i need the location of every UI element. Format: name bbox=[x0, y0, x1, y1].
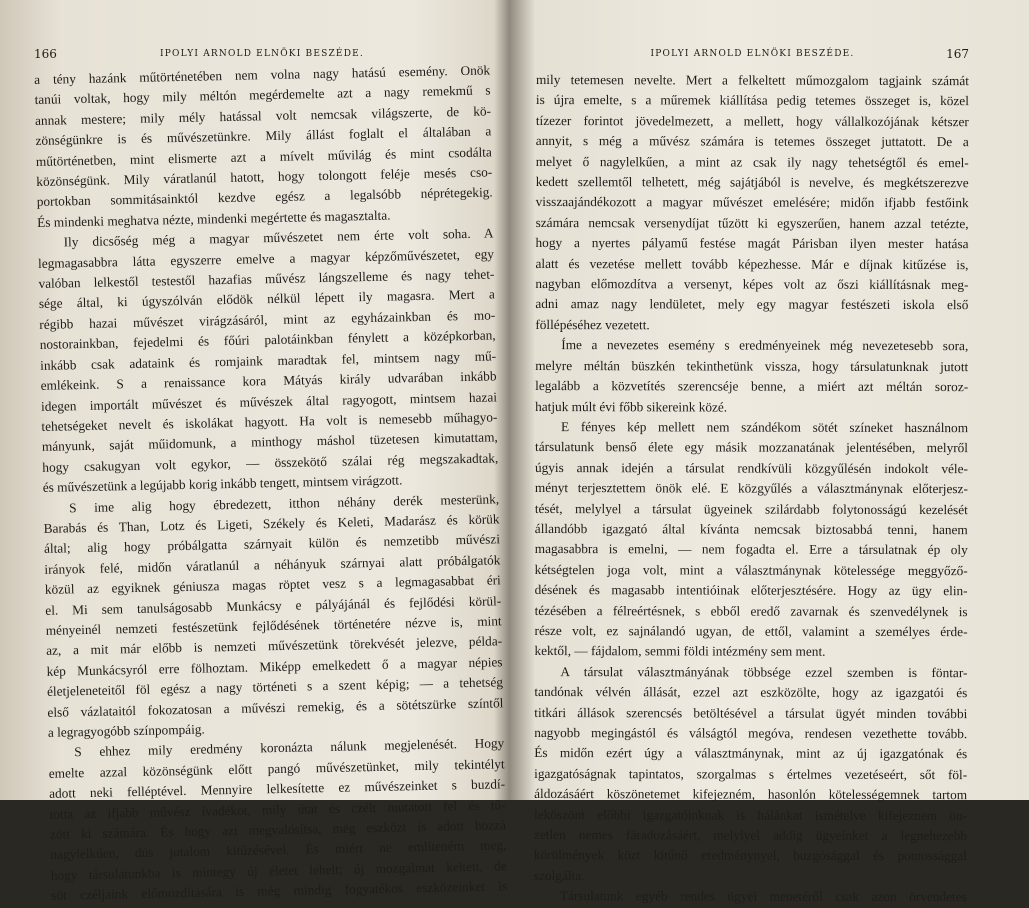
text-line: söt czéljaink előmozdítására is még mindig fogyatékos eszközeinket is bbox=[51, 878, 508, 904]
text-line: nagyobb megingástól és válságtól megóva, rendesen vezethette tovább. bbox=[534, 724, 968, 742]
text-line: És mindenki meghatva nézte, mindenki megértette és magasztalta. bbox=[37, 207, 391, 230]
text-line: nagyban előmozdítva a versenyt, képes volt az őszi kiállításnak meg- bbox=[535, 276, 969, 293]
text-line: életjeleneteitől föl egész a nagy történeti s a szent képig; — a tehetség bbox=[46, 674, 504, 700]
text-line: hogy a nyertes pályamű festése magát Párisban ilyen mester hatása bbox=[535, 235, 969, 252]
text-line: titkári állások szerencsés betöltésével a társulat ügyét minden további bbox=[534, 704, 968, 721]
text-line: számára nemcsak versenydíjat tűzött ki egyszerűen, hanem azzal tetézte, bbox=[535, 214, 969, 231]
text-line: tézésében a félreértésnek, s ebből eredő zavarnak és szenvedélynek is bbox=[534, 602, 968, 619]
text-line: S ime alig hogy ébredezett, itthon néhány derék mesterünk, bbox=[69, 490, 500, 515]
text-line: mily tetemesen nevelte. Mert a felkeltett műmozgalom tagjaink számát bbox=[535, 71, 969, 89]
text-line: adott neki felléptével. Mennyire lelkesítette ez művészeinket s buzdí- bbox=[48, 776, 506, 802]
text-line: melyre méltán büszkén tekinthetünk vissza, hogy társulatunknak jutott bbox=[535, 357, 969, 374]
text-line: Társulatunk egyéb rendes ügyei menetéről csak azon örvendetes bbox=[559, 888, 967, 905]
text-line: alatt és vezetése mellett tovább képezhesse. Már e díjnak kitűzése is, bbox=[535, 255, 969, 272]
text-line: is újra emelte, s a műremek kiállítása pedig tetemes összeget is, közel bbox=[535, 92, 969, 109]
text-line: zetlen nemes fáradozásáért, melylyel addig ügyeinket a legnehezebb bbox=[533, 827, 968, 844]
right-running-head bbox=[536, 44, 969, 64]
text-line: désének és magasabb intentióinak előterjesztésére. Hogy az ügy elin- bbox=[534, 582, 968, 599]
text-line: zönségünkre is és művészetünkre. Mily állást foglalt el általában a bbox=[35, 123, 492, 149]
text-line: közönségünk. Mily váratlanúl hatott, hogy tolongott feléje mesés cso- bbox=[36, 164, 493, 190]
text-line: sége által, ki úgyszólván elődök nélkül lépett ily magasra. Mert a bbox=[38, 286, 495, 312]
text-line: tandónak vélvén állását, ezzel azt eszközölte, hogy az igazgatói és bbox=[534, 684, 968, 701]
text-line: tanúi voltak, hogy mily méltón megérdemelte azt a nagy remekmű s bbox=[34, 82, 491, 108]
text-line: mányunk, saját műidomunk, a minthogy máshol tüzetesen kimutattam, bbox=[41, 429, 498, 455]
right-page bbox=[520, 0, 1029, 905]
text-line: társulatunk benső élete egy másik mozzanatának jelentésében, melyről bbox=[534, 439, 969, 456]
text-line: melyet ő nagylelkűen, a mint az csak ily nagy tehetségtől és emel- bbox=[535, 153, 969, 170]
text-line: közül az egyiknek géniusza magas röptet vesz s a legmagasabbat éri bbox=[44, 572, 501, 598]
text-line: a legragyogóbb színpompáig. bbox=[47, 721, 205, 740]
text-line: Barabás és Than, Lotz és Ligeti, Székely és Keleti, Madarász és körük bbox=[43, 511, 500, 536]
text-line: És midőn ezért úgy a választmánynak, mint az új igazgatónak és bbox=[534, 745, 968, 762]
text-line: el. Mi sem tanulságosabb Munkácsy e pályájánál és fejlődési körül- bbox=[45, 592, 502, 618]
left-page-number: 166 bbox=[34, 47, 57, 61]
text-line: áldozásáért köszönetemet kifejezném, hasonlón kötelességemnek tartom bbox=[534, 786, 968, 803]
text-line: hogy társulatunkba is mintegy új életet lehelt; új mozgalmat keltett, de bbox=[50, 858, 507, 883]
text-line: portokban sommitásainktól kezdve egész a legalsóbb néprétegekig. bbox=[36, 184, 493, 210]
text-line: állandóbb igazgató által kívánta nemcsak biztosabbá tenni, hanem bbox=[534, 520, 968, 538]
text-line: hogy csakugyan volt egykor, — összekötő szálai rég megszakadtak, bbox=[42, 450, 499, 475]
text-line: az, a mit már előbb is nemzeti művészetünk törekvését jelezve, példa- bbox=[46, 633, 503, 659]
right-running-head-title: IPOLYI ARNOLD ELNÖKI BESZÉDE. bbox=[650, 49, 855, 59]
text-line: kedett szellemtől telhetett, még sajátjából is nevelve, és megkétszerezve bbox=[535, 174, 969, 191]
text-line: valóban lelkestől testestől hazafias művész lángszelleme és nagy tehet- bbox=[38, 266, 495, 292]
text-line: S ehhez mily eredmény koronázta nálunk megjelenését. Hogy bbox=[74, 735, 505, 760]
text-line: leköszönt előbbi igazgatóinknak is hálánkat ismételve kifejeznem ön- bbox=[534, 806, 968, 823]
text-line: tehetségeket nevelt és iskolákat hagyott. Ha volt is nemesebb műhagyo- bbox=[41, 409, 498, 434]
text-line: Íme a nevezetes esemény s eredményeinek még nevezetesebb sora, bbox=[561, 337, 969, 354]
text-line: hatjuk múlt évi főbb sikereink közé. bbox=[535, 398, 728, 415]
left-page-text bbox=[34, 60, 507, 906]
text-line: inkább csak adataink és romjaink maradtak fel, mintsem nagy mű- bbox=[40, 348, 497, 373]
text-line: annak mestere; mily mély hatással volt nemcsak világszerte, de kö- bbox=[34, 103, 492, 128]
text-line: tését, melylyel a társulat ügyeinek szilárdabb folytonosságú kezelését bbox=[534, 500, 968, 517]
text-line: első vázlataitól fokozatosan a művészi remekig, és a sötétszürke színtől bbox=[47, 694, 504, 720]
text-line: és művészetünk a legújabb korig inkább tengett, mintsem virágzott. bbox=[42, 472, 403, 496]
text-line: ményt terjesztettem önök elé. E közgyűlés a választmánynak előterjesz- bbox=[534, 480, 968, 497]
text-line: szolgálta. bbox=[533, 867, 585, 883]
text-line: kektől, — fájdalom, semmi földi intézmény sem ment. bbox=[534, 643, 826, 660]
text-line: adni amaz nagy lendületet, mely egy magyar festészeti iskola első bbox=[535, 296, 969, 313]
text-line: Ily dicsőség még a magyar művészetet nem érte volt soha. A bbox=[63, 225, 494, 250]
text-line: zött ki számára. És hogy azt megvalósítsa, még eszközt is adott hozzá bbox=[49, 817, 507, 842]
text-line: tízezer forintot jövedelmezett, a mellett, hogy vállalkozójának kétszer bbox=[535, 112, 969, 129]
right-page-text bbox=[534, 70, 969, 908]
text-line: része volt, ez sajnálandó ugyan, de ettől, valamint a személyes érde- bbox=[534, 622, 968, 640]
text-line: legmagasabbra látta egyszerre emelve a magyar képzőművészetet, egy bbox=[37, 246, 495, 271]
text-line: körülmények közt kitűnő eredménynyel, buzgósággal és pontossággal bbox=[533, 847, 967, 864]
text-line: kép Munkácsyról erre fölhoztam. Miképp emelkedett ő a magyar népies bbox=[46, 654, 503, 679]
text-line: ményeinél nemzeti festészetünk fejlődésének történetére nézve is, mint bbox=[45, 613, 502, 638]
text-line: A társulat választmányának többsége ezzel szemben is föntar- bbox=[560, 663, 968, 680]
text-line: legalább a közvetítés szerencséje benne, a miért azt méltán soroz- bbox=[535, 378, 969, 395]
text-line: magasabbra is emelni, — nem fogadta el. Erre a társulatnak ép oly bbox=[534, 541, 968, 558]
text-line: a tény hazánk műtörténetében nem volna nagy hatású esemény. Onök bbox=[34, 62, 491, 87]
text-line: kétségtelen joga volt, mint a választmánynak kötelessége meggyőző- bbox=[534, 561, 968, 578]
left-running-head-title: IPOLYI ARNOLD ELNÖKI BESZÉDE. bbox=[160, 49, 364, 59]
text-line: E fényes kép mellett nem szándékom sötét színeket használnom bbox=[561, 418, 969, 436]
text-line: emelte azzal közönségünk előtt pangó művészetünket, mily tekintélyt bbox=[48, 756, 505, 781]
text-line: totta az ifjabb művész ivadékot, mily útat és czélt mutatott fel és tű- bbox=[49, 796, 506, 822]
text-line: műtörténetben, mint elismerte azt a mívelt művilág és mint csodálta bbox=[35, 144, 492, 169]
text-line: irányok felé, midőn váratlanúl a néhányuk szárnyai alatt próbálgatók bbox=[44, 552, 501, 577]
text-line: nostorainkban, fejedelmi és főúri palotáinkban fénylett a középkorban, bbox=[39, 327, 496, 353]
right-page-number: 167 bbox=[946, 47, 969, 61]
text-line: által; alig hogy próbálgatta szárnyait külön és nemzetibb művészi bbox=[43, 531, 501, 557]
text-line: nagylelkűen, dús jutalom kitűzésével. És miért ne említeném meg, bbox=[50, 837, 507, 863]
text-line: úgyis annak idején a társulat rendkívüli közgyűlésén indokolt véle- bbox=[534, 459, 968, 476]
text-line: emlékeink. S a renaissance kora Mátyás király udvarában inkább bbox=[40, 368, 497, 394]
text-line: igazgatóságnak tapintatos, szorgalmas s értelmes vezetéseért, sőt föl- bbox=[534, 765, 968, 782]
text-line: régibb hazai művészet virágzásáról, mint az egyházainkban és mo- bbox=[39, 307, 496, 332]
text-line: visszaajándékozott a magyar művészet emelésére; midőn ifjabb festőink bbox=[535, 194, 969, 211]
text-line: idegen importált művészet és művészek által ragyogott, mintsem hazai bbox=[40, 388, 498, 414]
left-page bbox=[0, 0, 508, 904]
text-line: annyit, s még a művész számára is tetemes összeget juttatott. De a bbox=[535, 133, 969, 150]
text-line: föllépéséhez vezetett. bbox=[535, 316, 650, 333]
